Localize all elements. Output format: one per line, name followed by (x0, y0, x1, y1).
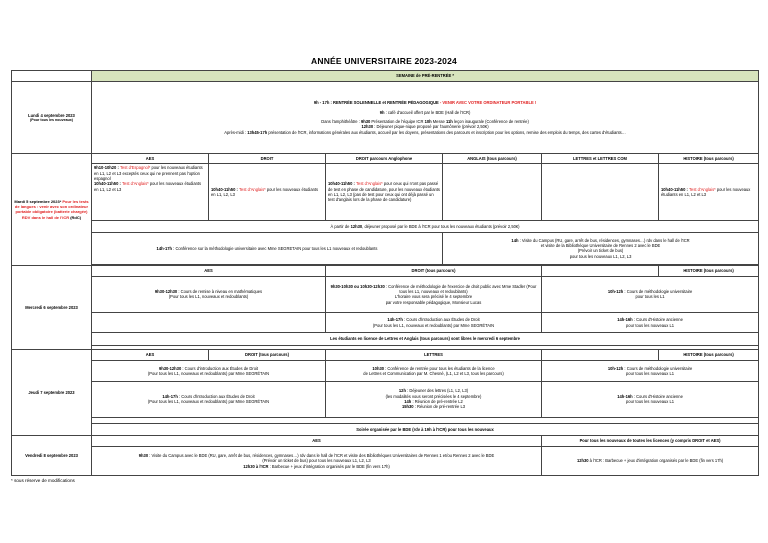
thu-col-lettres: LETTRES (326, 350, 542, 361)
tuesday-campus-visit: 14h : Visite du Campus (RU, gare, arrêt de bus, résidences, gymnases…) rdv dans le hall de l'ICR et visite de la Bibliothèque Universitaire de Rennes 2 avec le BDE (Prévoir un ticket de bus) pour tous les nouveaux L1, L2, L3 (443, 233, 759, 265)
monday-line-4: 12h30 : Déjeuner pique-nique proposé par l'aumônerie (prévoir 2,50€) (361, 124, 489, 130)
thu-droit-am: 9h30-12h30 : Cours d'introduction aux Études de Droit (Pour tous les L1, nouveaux et redoublants) par Mme SEGRÉTAIN (92, 361, 326, 381)
tuesday-language-note: Pour les tests de langues : venir avec son ordinateur portable obligatoire (batterie chargée) RDV dans le hall de l'ICR (14, 199, 89, 220)
schedule-table (11, 70, 759, 476)
thu-histoire-am: 10h-12h : Cours de méthodologie universitaire pour tous les nouveaux L1 (542, 361, 759, 381)
wed-col-aes: AES (92, 265, 326, 276)
monday-line-1: 9h - 17h : RENTRÉE SOLENNELLE et RENTRÉE PÉDAGOGIQUE - VENIR AVEC VOTRE ORDINATEUR PORTABLE ! (313, 100, 537, 106)
tuesday-histoire-cell: 10h40-11h50 : Test d'Anglais* pour les nouveaux étudiants en L1, L2 et L3 (659, 164, 759, 220)
thu-spacer (92, 417, 759, 424)
col-lettres: LETTRES et LETTRES COM (542, 154, 659, 164)
footnote: * sous réserve de modifications (11, 478, 75, 483)
wed-col-droit: DROIT (tous parcours) (326, 265, 542, 276)
fri-program: 9h30 : Visite du Campus avec le BDE (RU, gare, arrêt de bus, résidences, gymnases…) rdv dans le hall de l'ICR et visite des Bibliothèques Universitaires de Rennes 1 et/ou Rennes 2 avec le BDE (Prévoir un ticket de bus) pour tous les nouveaux L1, L2, L3 12h30 à l'ICR : Barbecue + jeux d'intégration organisés par le BDE (fin vers 17h) (92, 446, 542, 475)
tuesday-anglais-cell (443, 164, 542, 220)
tuesday-anglophone-cell: 10h40-11h50 : Test d'Anglais* pour ceux qui n'ont pas passé de test en phase de candidature, pour les nouveaux étudiants en L1, L2, L3 (pas de test pour ceux qui ont déjà passé un test d'anglais lors de la phase de candidature) (326, 164, 443, 220)
col-droit: DROIT (209, 154, 326, 164)
tuesday-conference: 14h-17h : Conférence sur la méthodologie universitaire avec Mme SEGRETAIN pour tous les L1 nouveaux et redoublants (92, 233, 443, 265)
empty-cell (12, 71, 92, 82)
thu-histoire-pm: 14h-16h : Cours d'Histoire ancienne pour tous les nouveaux L1 (542, 381, 759, 417)
thu-col-aes: AES (92, 350, 209, 361)
tuesday-lunch: À partir de 12h30, déjeuner proposé par le BDE à l'ICR pour tous les nouveaux étudiants (prévoir 2,50€) (92, 220, 759, 232)
wed-droit-pm: 14h-17h : Cours d'introduction aux Études de Droit (Pour tous les L1, nouveaux et redoublants) par Mme SEGRÉTAIN (326, 312, 542, 332)
thu-col-droit: DROIT (tous parcours) (209, 350, 326, 361)
tuesday-aes-cell: 9h10-10h20 : Test d'Espagnol* pour les nouveaux étudiants en L1, L2 et L3 exceptés ceux qui ne prennent pas l'option espagnol 10h40-11h50 : Test d'Anglais* pour les nouveaux étudiants en L1, L2 et L3 (92, 164, 209, 220)
wed-histoire-cell-2: 14h-16h : Cours d'Histoire ancienne pour tous les nouveaux L1 (542, 312, 759, 332)
day-monday-label: Lundi 4 septembre 2023 (28, 112, 75, 118)
monday-line-3: Dans l'amphithéâtre : 9h30 Présentation de l'équipe ICR 10h Messe 11h leçon inaugurale (Conférence de rentrée) (321, 119, 529, 125)
fri-all-program: 12h30 à l'ICR : Barbecue + jeux d'intégration organisés par le BDE (fin vers 17h) (542, 446, 759, 475)
wed-col-empty (542, 265, 659, 276)
wed-free-note: Les étudiants en licence de Lettres et Anglais (tous parcours) sont libres le mercredi 6 septembre (92, 333, 759, 345)
day-monday-sub: (Pour tous les nouveaux) (30, 118, 73, 123)
fri-col-all: Pour tous les nouveaux de toutes les licences (y compris DROIT et AES) (542, 435, 759, 446)
day-friday: Vendredi 8 septembre 2023 (12, 435, 92, 476)
thu-droit-pm: 14h-17h : Cours d'introduction aux Études de Droit (Pour tous les L1, nouveaux et redoublants) par Mme SEGRÉTAIN (92, 381, 326, 417)
thu-col-empty (542, 350, 659, 361)
thu-lettres-am: 10h30 : Conférence de rentrée pour tous les étudiants de la licence de Lettres et Communication par M. Chesné, (L1, L2 et L3, tous les parcours) (326, 361, 542, 381)
monday-line-5: Après-midi : 13h45-17h présentation de l'ICR, informations générales aux étudiants, accueil par les doyens, présentations des parcours et inscription pour les options, remise des emplois du temps, des cartes d'étudiants… (224, 129, 626, 135)
thu-lettres-pm: 12h : Déjeuner des lettres (L1, L2, L3) (les modalités vous seront précisées le 4 septembre) 14h : Réunion de pré-rentrée L2 15h30 : Réunion de pré-rentrée L3 (326, 381, 542, 417)
thu-col-histoire: HISTOIRE (tous parcours) (659, 350, 759, 361)
tuesday-droit-cell: 10h40-11h50 : Test d'Anglais* pour les nouveaux étudiants en L1, L2, L3 (209, 164, 326, 220)
col-anglais: ANGLAIS (tous parcours) (443, 154, 542, 164)
monday-program (92, 82, 759, 154)
col-aes: AES (92, 154, 209, 164)
col-histoire: HISTOIRE (tous parcours) (659, 154, 759, 164)
wed-droit-cell: 9h30-10h30 ou 10h30-12h30 : Conférence de méthodologie de l'exercice de droit public avec Mme Stadler (Pour tous les L1, nouveaux et redoublants) L'horaire vous sera précisé le 4 septembre par votre responsable pédagogique, Monsieur Lucas (326, 276, 542, 312)
col-droit-anglophone: DROIT parcours Anglophone (326, 154, 443, 164)
day-monday (12, 82, 92, 154)
day-wednesday: Mercredi 6 septembre 2023 (12, 265, 92, 349)
day-tuesday: Mardi 5 septembre 2023* Pour les tests de langues : venir avec son ordinateur portable obligatoire (batterie chargée) RDV dans le hall de l'ICR (RdC) (12, 154, 92, 265)
wed-aes-cell: 9h30-12h30 : Cours de remise à niveau en mathématiques (Pour tous les L1, nouveaux et redoublants) (92, 276, 326, 312)
tuesday-lettres-cell (542, 164, 659, 220)
page-title: ANNÉE UNIVERSITAIRE 2023-2024 (311, 56, 457, 66)
day-thursday: Jeudi 7 septembre 2023 (12, 350, 92, 436)
wed-histoire-cell-1: 10h-12h : Cours de méthodologie universitaire pour tous les L1 (542, 276, 759, 312)
fri-col-aes: AES (92, 435, 542, 446)
thu-evening: Soirée organisée par le BDE (rdv à 19h à l'ICR) pour tous les nouveaux (92, 424, 759, 435)
wed-col-histoire: HISTOIRE (tous parcours) (659, 265, 759, 276)
monday-line-2: 9h : café d'accueil offert par le BDE (Hall de l'ICR) (379, 109, 471, 115)
wed-aes-pm (92, 312, 326, 332)
week-header: SEMAINE de PRÉ-RENTRÉE * (92, 71, 759, 82)
